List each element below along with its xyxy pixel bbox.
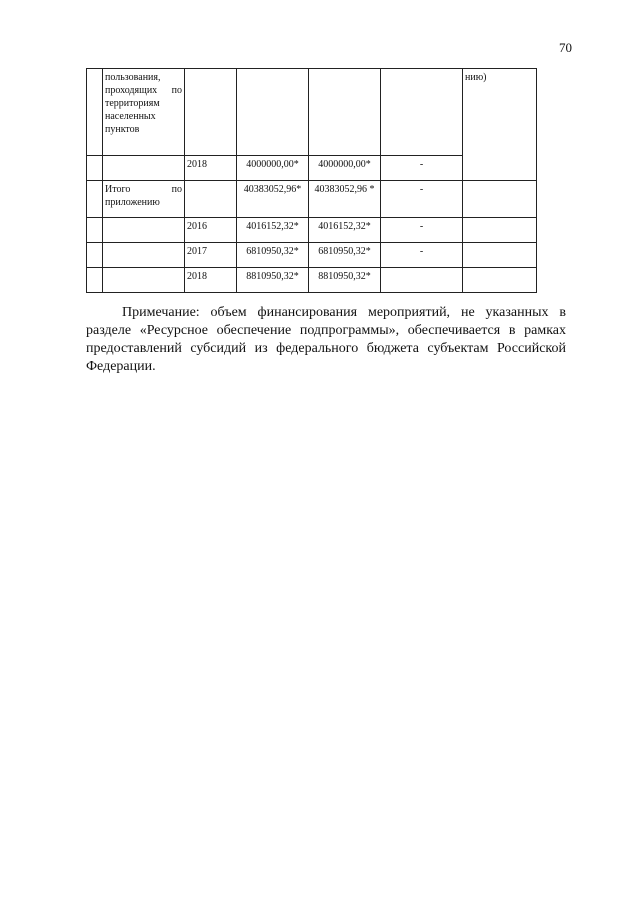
year-cell: 2016 [185, 218, 237, 243]
table-cell [103, 243, 185, 268]
table-cell [87, 243, 103, 268]
table-row [87, 268, 537, 293]
note-cell: нию) [463, 69, 537, 181]
table-row [87, 181, 537, 218]
itogo-name-cell [103, 181, 185, 218]
regional-cell: - [381, 243, 463, 268]
footnote-paragraph: Примечание: объем финансирования мероприятий, не указанных в разделе «Ресурсное обеспечение подпрограммы», обеспечивается в рамках предоставлений субсидий из федерального бюджета субъектам Российской Федерации. [86, 305, 566, 374]
total-cell: 40383052,96* [237, 181, 309, 218]
regional-cell: - [381, 181, 463, 218]
table-cell [309, 69, 381, 156]
table-cell [185, 181, 237, 218]
measure-name-cell: пользования, проходящих по территориям населенных пунктов [103, 69, 185, 156]
table-row [87, 243, 537, 268]
regional-cell: - [381, 156, 463, 181]
table-cell [381, 69, 463, 156]
federal-cell: 4016152,32* [309, 218, 381, 243]
federal-cell: 40383052,96 * [309, 181, 381, 218]
itogo-word: Итого [105, 184, 131, 195]
table-row [87, 218, 537, 243]
financing-table [86, 68, 537, 293]
year-cell: 2018 [185, 156, 237, 181]
table-row [87, 69, 537, 156]
table-cell [87, 218, 103, 243]
page-number: 70 [559, 40, 572, 55]
table-cell [87, 69, 103, 156]
table-cell [381, 268, 463, 293]
table-cell [87, 268, 103, 293]
year-cell: 2018 [185, 268, 237, 293]
total-cell: 8810950,32* [237, 268, 309, 293]
table-cell [185, 69, 237, 156]
table-cell [87, 181, 103, 218]
table-cell [103, 218, 185, 243]
table-cell [87, 156, 103, 181]
total-cell: 4016152,32* [237, 218, 309, 243]
itogo-line [105, 183, 182, 196]
federal-cell: 4000000,00* [309, 156, 381, 181]
total-cell: 6810950,32* [237, 243, 309, 268]
year-cell: 2017 [185, 243, 237, 268]
table-cell [463, 268, 537, 293]
table-cell [463, 181, 537, 218]
table-cell [103, 156, 185, 181]
total-cell: 4000000,00* [237, 156, 309, 181]
table-cell [463, 243, 537, 268]
federal-cell: 6810950,32* [309, 243, 381, 268]
itogo-word: по [171, 184, 182, 195]
table-cell [237, 69, 309, 156]
table-cell [463, 218, 537, 243]
itogo-word: приложению [105, 197, 160, 208]
federal-cell: 8810950,32* [309, 268, 381, 293]
regional-cell: - [381, 218, 463, 243]
table-cell [103, 268, 185, 293]
